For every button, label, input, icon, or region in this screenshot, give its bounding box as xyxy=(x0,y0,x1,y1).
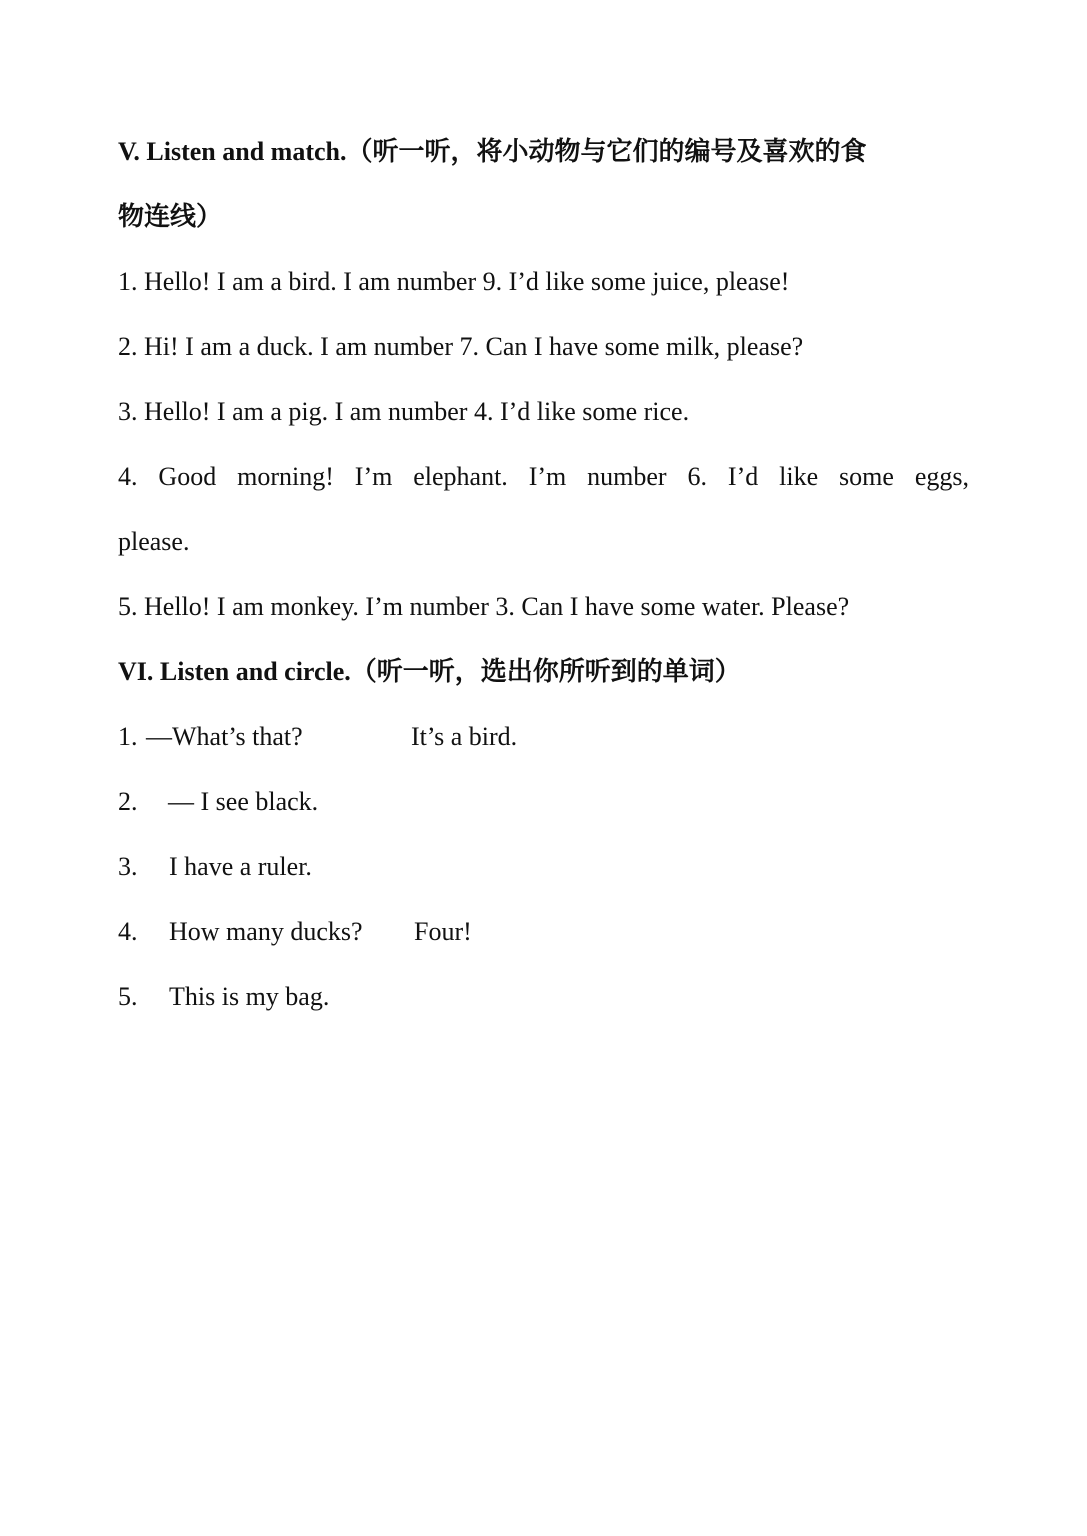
match-item-2: 2. Hi! I am a duck. I am number 7. Can I have some milk, please? xyxy=(118,332,804,361)
item-answer: It’s a bird. xyxy=(411,722,518,751)
item-number: 4. xyxy=(118,917,138,946)
item-question: How many ducks? xyxy=(169,917,363,946)
item-question: —What’s that? xyxy=(146,722,303,751)
match-item-3: 3. Hello! I am a pig. I am number 4. I’d like some rice. xyxy=(118,397,690,426)
item-number: 2. xyxy=(118,787,138,816)
item-number: 5. xyxy=(118,982,138,1011)
match-item-5: 5. Hello! I am monkey. I’m number 3. Can I have some water. Please? xyxy=(118,592,850,621)
item-question: I have a ruler. xyxy=(169,852,312,881)
match-item-4: 4. Good morning! I’m elephant. I’m number 6. I’d like some eggs, xyxy=(118,462,969,491)
section-6-heading: VI. Listen and circle.（听一听，选出你所听到的单词） xyxy=(118,657,741,686)
section-5-heading-cont: 物连线） xyxy=(118,202,223,231)
item-question: This is my bag. xyxy=(169,982,330,1011)
match-item-1: 1. Hello! I am a bird. I am number 9. I’d like some juice, please! xyxy=(118,267,790,296)
circle-item-5 xyxy=(118,980,969,1116)
item-number: 1. xyxy=(118,722,138,751)
item-question: — I see black. xyxy=(168,787,319,816)
item-number: 3. xyxy=(118,852,138,881)
match-item-4-cont: please. xyxy=(118,527,190,556)
section-5-heading: V. Listen and match.（听一听，将小动物与它们的编号及喜欢的食 xyxy=(118,137,867,166)
item-answer: Four! xyxy=(414,917,472,946)
